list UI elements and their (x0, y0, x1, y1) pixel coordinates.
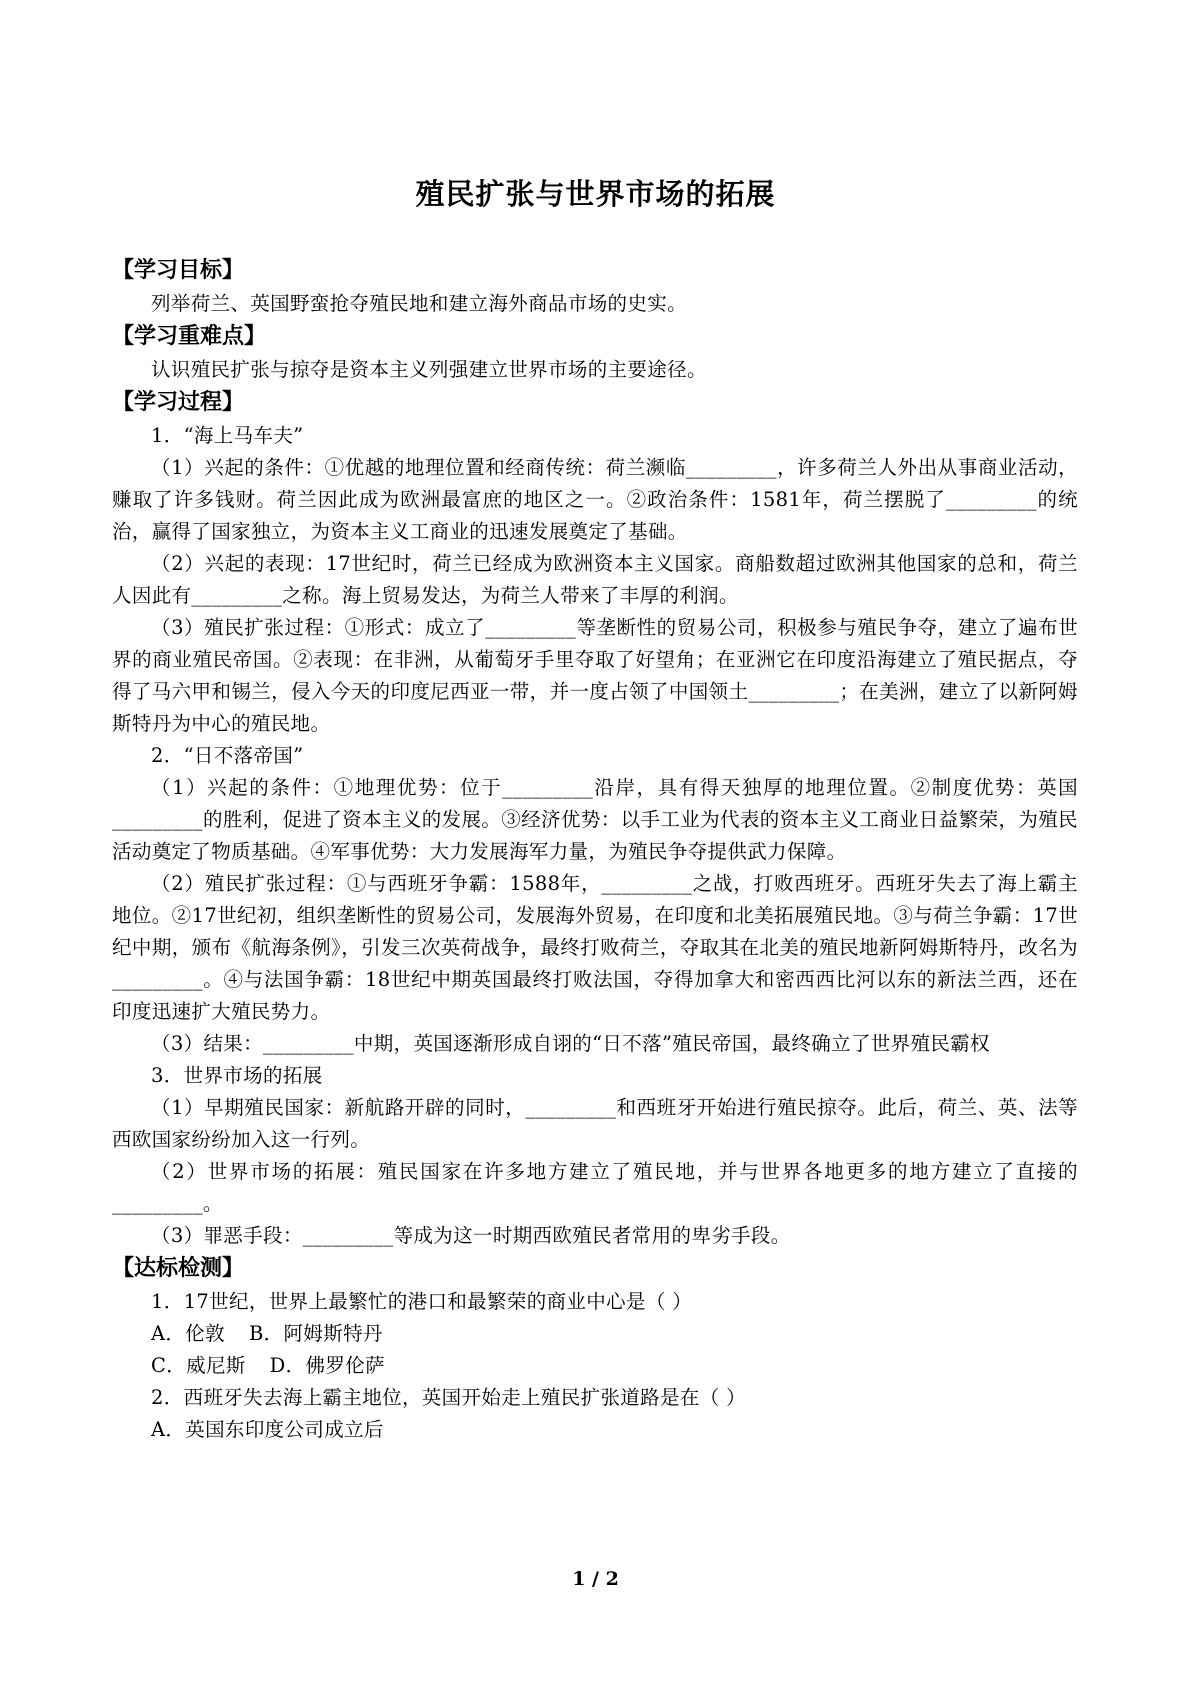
document-body (112, 254, 1078, 1446)
section-1-paragraph-3: （3）殖民扩张过程：①形式：成立了_________等垄断性的贸易公司，积极参与殖民争夺，建立了遍布世界的商业殖民帝国。②表现：在非洲，从葡萄牙手里夺取了好望角；在亚洲它在印度沿海建立了殖民据点，夺得了马六甲和锡兰，侵入今天的印度尼西亚一带，并一度占领了中国领土_________；在美洲，建立了以新阿姆斯特丹为中心的殖民地。 (112, 616, 1078, 735)
section-2-paragraph-3: （3）结果：_________中期，英国逐渐形成自诩的“日不落”殖民帝国，最终确立了世界殖民霸权 (151, 1032, 990, 1055)
question-2: 2．西班牙失去海上霸主地位，英国开始走上殖民扩张道路是在（ ） (151, 1386, 746, 1409)
heading-learning-goal: 【学习目标】 (112, 258, 245, 283)
q1-option-d: D．佛罗伦萨 (269, 1354, 385, 1377)
heading-test: 【达标检测】 (112, 1256, 245, 1281)
question-1-options-row-2 (112, 1350, 1078, 1382)
section-2-title: 2．“日不落帝国” (151, 744, 304, 767)
section-3-paragraph-3: （3）罪恶手段：_________等成为这一时期西欧殖民者常用的卑劣手段。 (151, 1224, 791, 1247)
section-2-paragraph-2: （2）殖民扩张过程：①与西班牙争霸：1588年，_________之战，打败西班牙。西班牙失去了海上霸主地位。②17世纪初，组织垄断性的贸易公司，发展海外贸易，在印度和北美拓展殖民地。③与荷兰争霸：17世纪中期，颁布《航海条例》，引发三次英荷战争，最终打败荷兰，夺取其在北美的殖民地新阿姆斯特丹，改名为_________。④与法国争霸：18世纪中期英国最终打败法国，夺得加拿大和密西西比河以东的新法兰西，还在印度迅速扩大殖民势力。 (112, 872, 1078, 1023)
heading-key-points: 【学习重难点】 (112, 324, 267, 349)
page-title: 殖民扩张与世界市场的拓展 (415, 177, 776, 211)
section-3-paragraph-2: （2）世界市场的拓展：殖民国家在许多地方建立了殖民地，并与世界各地更多的地方建立了直接的_________。 (112, 1160, 1078, 1215)
section-1-paragraph-2: （2）兴起的表现：17世纪时，荷兰已经成为欧洲资本主义国家。商船数超过欧洲其他国家的总和，荷兰人因此有_________之称。海上贸易发达，为荷兰人带来了丰厚的利润。 (112, 552, 1078, 607)
section-3-title: 3．世界市场的拓展 (151, 1064, 323, 1087)
q1-option-a: A．伦敦 (151, 1322, 225, 1345)
question-1: 1．17世纪，世界上最繁忙的港口和最繁荣的商业中心是（ ） (151, 1290, 693, 1313)
heading-learning-process: 【学习过程】 (112, 390, 245, 415)
section-1-title: 1．“海上马车夫” (151, 424, 304, 447)
question-1-options-row-1 (112, 1318, 1078, 1350)
q1-option-c: C．威尼斯 (151, 1354, 246, 1377)
q1-option-b: B．阿姆斯特丹 (248, 1322, 383, 1345)
learning-goal-text: 列举荷兰、英国野蛮抢夺殖民地和建立海外商品市场的史实。 (151, 292, 687, 315)
page-number: 1 / 2 (572, 1568, 619, 1590)
q2-option-a: A．英国东印度公司成立后 (151, 1418, 384, 1441)
section-3-paragraph-1: （1）早期殖民国家：新航路开辟的同时，_________和西班牙开始进行殖民掠夺。此后，荷兰、英、法等西欧国家纷纷加入这一行列。 (112, 1096, 1078, 1151)
section-1-paragraph-1: （1）兴起的条件：①优越的地理位置和经商传统：荷兰濒临_________，许多荷兰人外出从事商业活动，赚取了许多钱财。荷兰因此成为欧洲最富庶的地区之一。②政治条件：1581年，荷兰摆脱了_________的统治，赢得了国家独立，为资本主义工商业的迅速发展奠定了基础。 (112, 456, 1078, 543)
section-2-paragraph-1: （1）兴起的条件：①地理优势：位于_________沿岸，具有得天独厚的地理位置。②制度优势：英国_________的胜利，促进了资本主义的发展。③经济优势：以手工业为代表的资本主义工商业日益繁荣，为殖民活动奠定了物质基础。④军事优势：大力发展海军力量，为殖民争夺提供武力保障。 (112, 776, 1078, 863)
key-points-text: 认识殖民扩张与掠夺是资本主义列强建立世界市场的主要途径。 (151, 358, 707, 381)
